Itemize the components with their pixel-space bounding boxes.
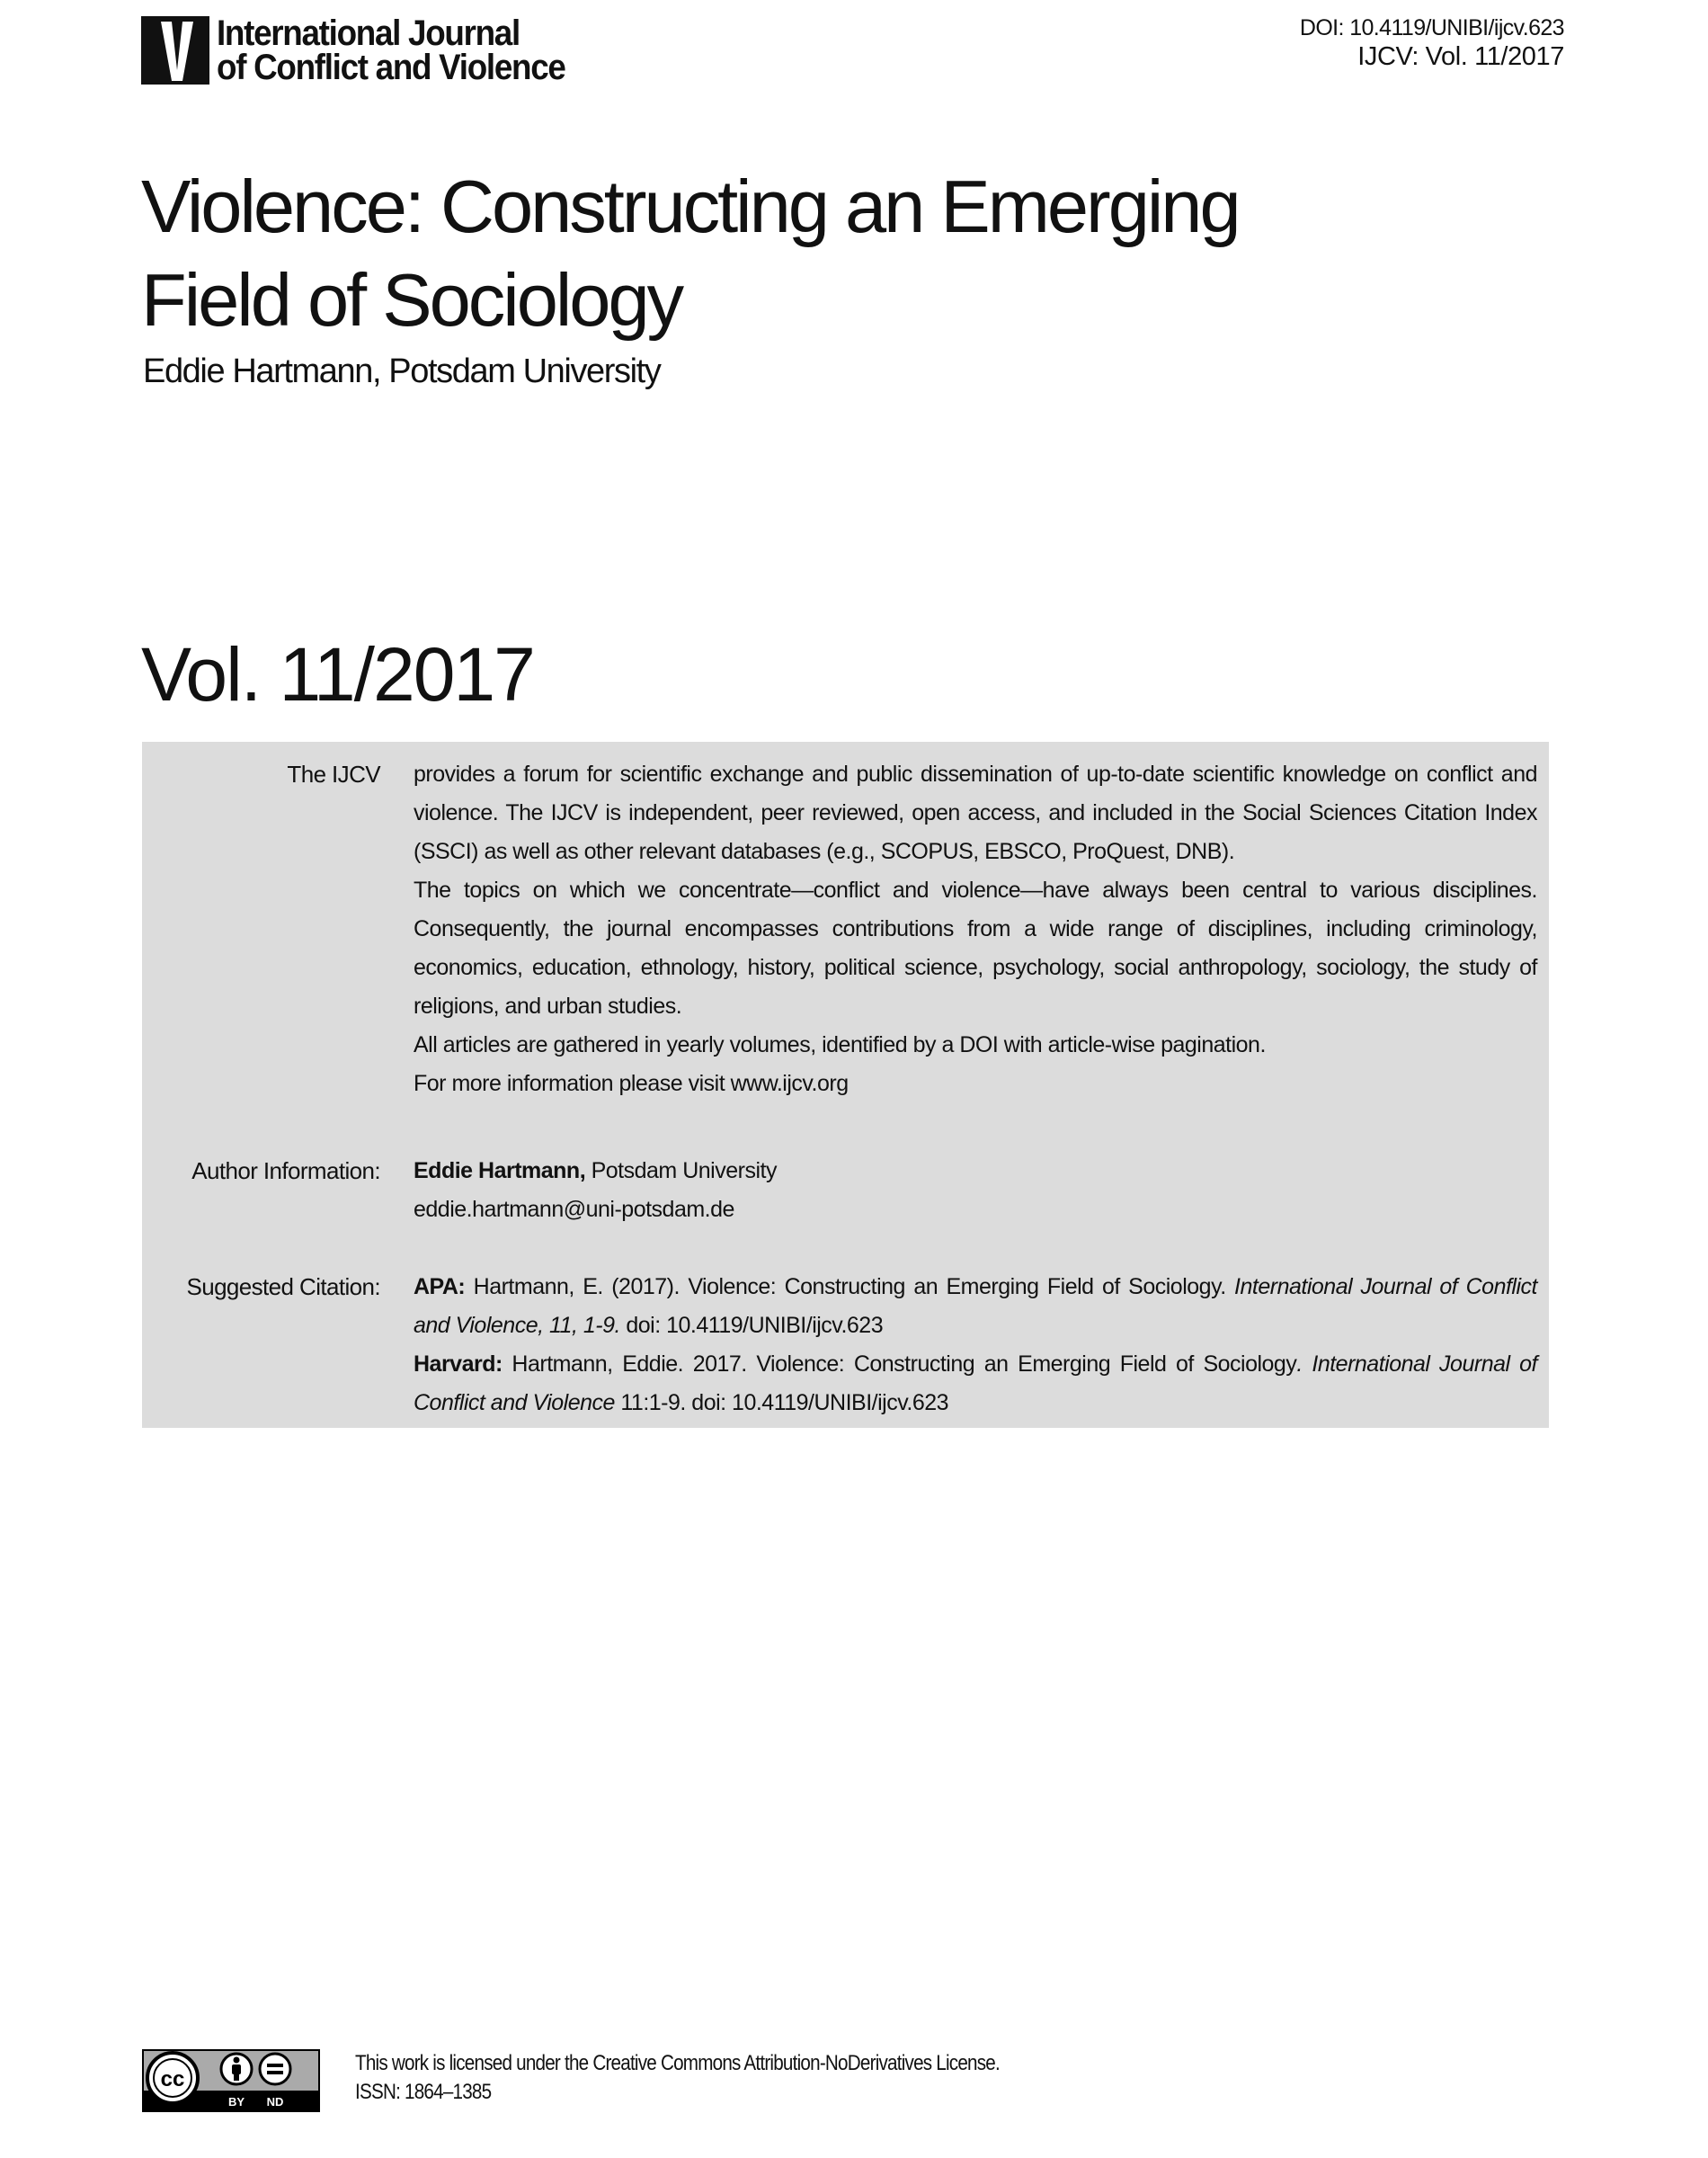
svg-text:cc: cc xyxy=(160,2067,185,2091)
author-name: Eddie Hartmann, xyxy=(414,1158,586,1183)
journal-name xyxy=(217,13,565,87)
apa-doi: doi: 10.4119/UNIBI/ijcv.623 xyxy=(619,1313,884,1338)
issn-label: ISSN: 1864–1385 xyxy=(355,2080,492,2104)
author-affiliation: Potsdam University xyxy=(585,1158,777,1183)
citation-content xyxy=(414,1268,1537,1422)
journal-name-line1: International Journal xyxy=(217,13,520,53)
license-info xyxy=(355,2049,1105,2107)
journal-name-line2: of Conflict and Violence xyxy=(217,48,565,87)
header-meta xyxy=(1300,14,1564,72)
harvard-journal: . International Journal of Conflict and Violence xyxy=(414,1351,1537,1415)
harvard-label: Harvard: xyxy=(414,1351,503,1377)
article-title: Violence: Constructing an Emerging Field of Sociology xyxy=(141,165,1239,342)
author-email: eddie.hartmann@uni-potsdam.de xyxy=(414,1197,734,1222)
ijcv-label: The IJCV xyxy=(287,761,380,788)
harvard-text: Hartmann, Eddie. 2017. Violence: Constructing an Emerging Field of Sociology xyxy=(502,1351,1297,1377)
volume-label: IJCV: Vol. 11/2017 xyxy=(1357,42,1564,71)
apa-label: APA: xyxy=(414,1274,466,1299)
article-author: Eddie Hartmann, Potsdam University xyxy=(143,352,661,390)
apa-text: Hartmann, E. (2017). Violence: Constructing an Emerging Field of Sociology. xyxy=(465,1274,1226,1299)
apa-journal: International Journal of Conflict and Violence, 11, 1-9. xyxy=(414,1274,1537,1338)
cc-nd-label: ND xyxy=(266,2095,284,2109)
journal-logo xyxy=(141,13,595,87)
cc-by-label: BY xyxy=(227,2095,245,2109)
volume-heading: Vol. 11/2017 xyxy=(141,632,534,717)
harvard-rest: 11:1-9. doi: 10.4119/UNIBI/ijcv.623 xyxy=(614,1390,949,1415)
ijcv-paragraph: provides a forum for scientific exchange and public dissemination of up-to-date scientific knowledge on conflict and violence. The IJCV is independent, peer reviewed, open access, and included in the Social Sciences Citation Index (SSCI) as well as other relevant databases (e.g., SCOPUS, EBSCO, ProQuest, DNB). xyxy=(414,762,1537,864)
ijcv-paragraph: The topics on which we concentrate—conflict and violence—have always been central to various disciplines. Consequently, the journal encompasses contributions from a wide range of disciplines, including criminology, economics, education, ethnology, history, political science, psychology, social anthropology, sociology, the study of religions, and urban studies. xyxy=(414,878,1537,1019)
ijcv-paragraph: All articles are gathered in yearly volumes, identified by a DOI with article-wise pagination. xyxy=(414,1032,1266,1057)
journal-info-box xyxy=(142,742,1549,1428)
apa-citation xyxy=(414,1268,1537,1345)
license-statement: This work is licensed under the Creative Commons Attribution-NoDerivatives License. xyxy=(355,2051,1000,2075)
citation-label: Suggested Citation: xyxy=(186,1273,380,1300)
harvard-citation xyxy=(414,1345,1537,1422)
author-info-label: Author Information: xyxy=(191,1157,380,1184)
ijcv-description xyxy=(414,755,1537,1103)
ijcv-paragraph: For more information please visit www.ijcv.org xyxy=(414,1071,849,1096)
cc-license-badge-icon[interactable] xyxy=(142,2049,320,2112)
author-info xyxy=(414,1152,1537,1229)
journal-logo-mark-icon xyxy=(141,16,209,85)
doi-label: DOI: 10.4119/UNIBI/ijcv.623 xyxy=(1299,15,1564,40)
